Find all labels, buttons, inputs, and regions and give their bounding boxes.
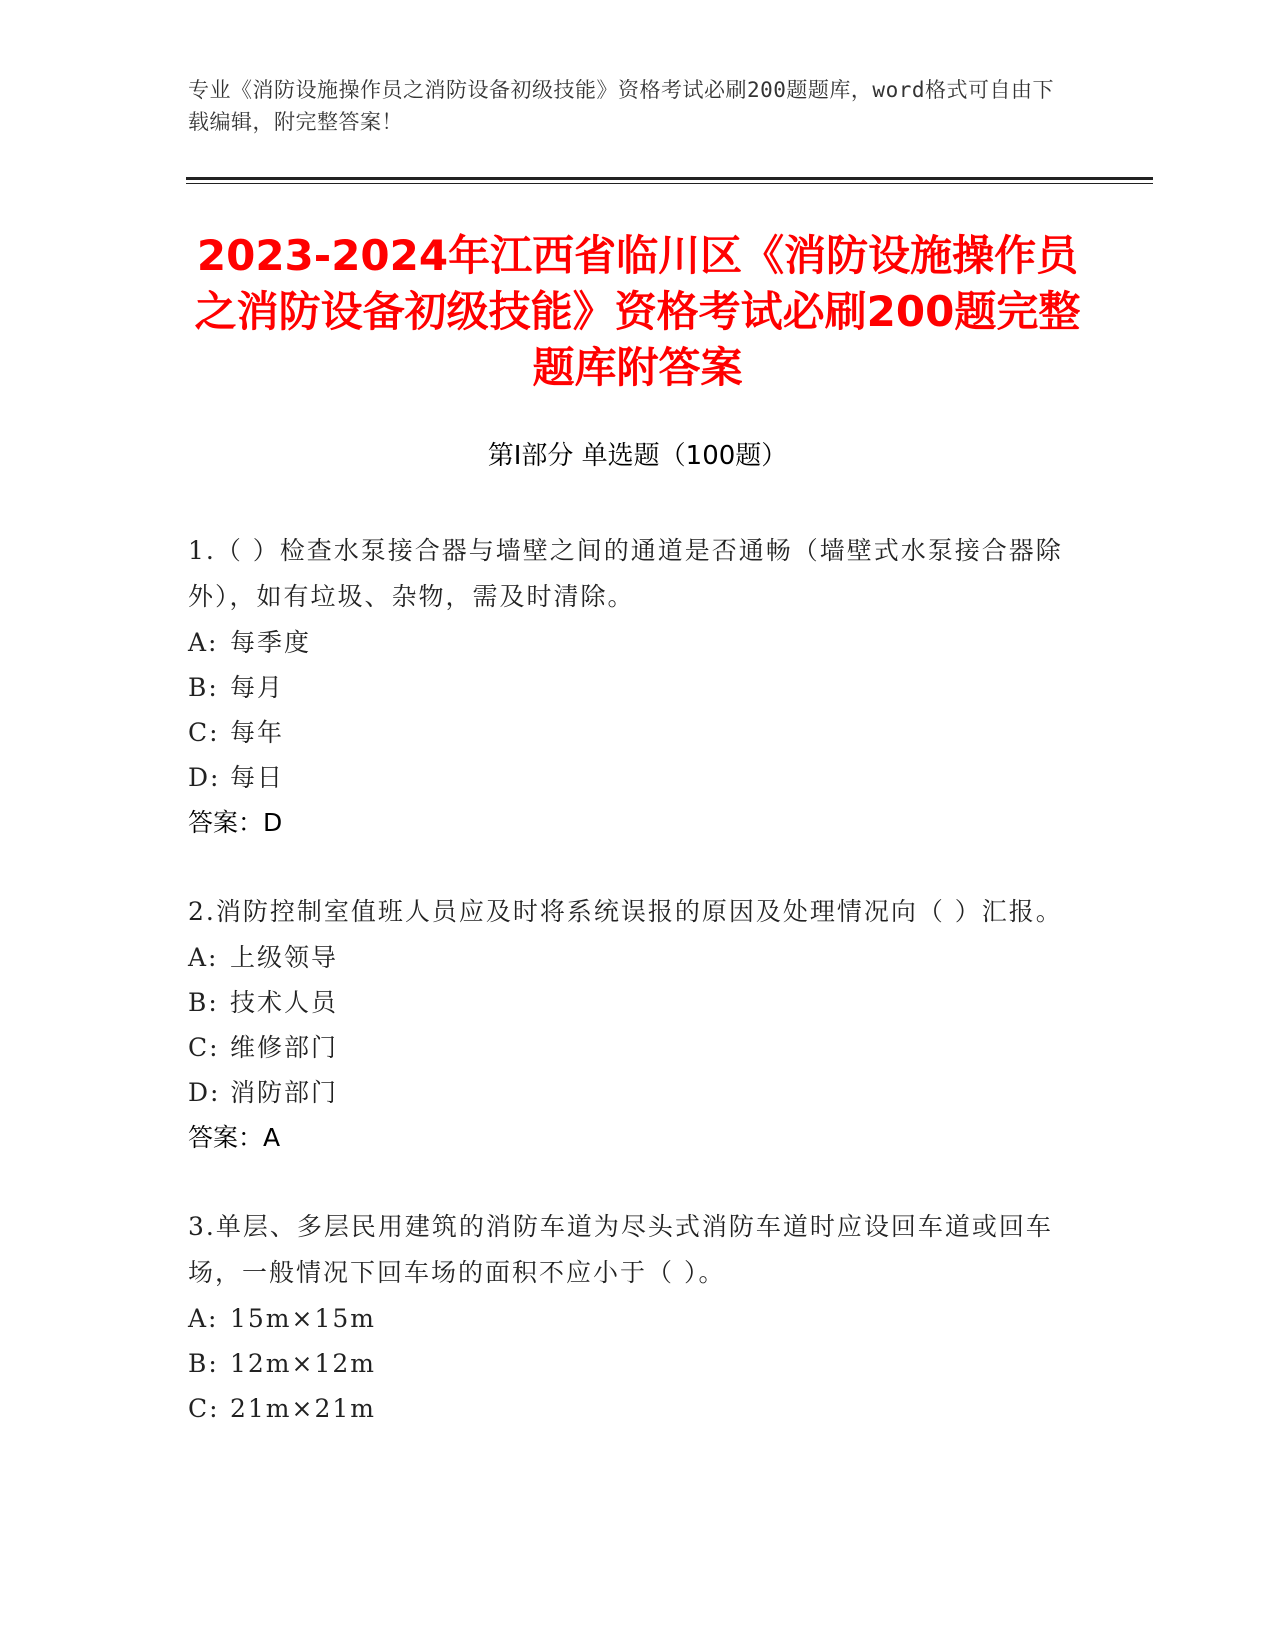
header-divider-thin (186, 183, 1153, 184)
option-b (188, 1341, 1068, 1386)
option-c (188, 1386, 1068, 1431)
question-spacer (188, 1160, 1068, 1204)
document-title: 2023-2024年江西省临川区《消防设施操作员之消防设备初级技能》资格考试必刷200题完整题库附答案 (194, 231, 1081, 392)
option-text: 消防部门 (230, 1078, 339, 1107)
option-c (188, 1025, 1068, 1070)
option-key: A: (188, 628, 219, 657)
option-text: 每季度 (230, 628, 312, 657)
option-key: D: (188, 1078, 221, 1107)
option-text: 12m×12m (230, 1349, 376, 1378)
question-stem: 3.单层、多层民用建筑的消防车道为尽头式消防车道时应设回车道或回车场，一般情况下回车场的面积不应小于（ ）。 (188, 1212, 1053, 1287)
option-text: 每年 (230, 718, 285, 747)
option-key: B: (188, 988, 219, 1017)
option-text: 15m×15m (230, 1304, 376, 1333)
option-text: 每日 (230, 763, 285, 792)
option-key: C: (188, 718, 220, 747)
answer-line: 答案：D (188, 808, 283, 837)
option-text: 技术人员 (230, 988, 339, 1017)
answer-line: 答案：A (188, 1123, 281, 1152)
option-b (188, 665, 1068, 710)
section-heading: 第I部分 单选题（100题） (487, 441, 788, 471)
option-text: 每月 (230, 673, 285, 702)
option-a (188, 620, 1068, 665)
question-stem: 1.（ ）检查水泵接合器与墙壁之间的通道是否通畅（墙壁式水泵接合器除外），如有垃圾、杂物，需及时清除。 (188, 536, 1063, 611)
question-2 (188, 889, 1068, 1160)
question-1 (188, 528, 1068, 845)
option-a (188, 935, 1068, 980)
option-text: 上级领导 (230, 943, 339, 972)
option-b (188, 980, 1068, 1025)
option-key: A: (188, 1304, 219, 1333)
option-key: C: (188, 1033, 220, 1062)
option-key: B: (188, 1349, 219, 1378)
option-key: B: (188, 673, 219, 702)
option-c (188, 710, 1068, 755)
question-stem: 2.消防控制室值班人员应及时将系统误报的原因及处理情况向（ ）汇报。 (188, 897, 1063, 926)
header-divider-thick (186, 177, 1153, 180)
option-key: A: (188, 943, 219, 972)
header-note: 专业《消防设施操作员之消防设备初级技能》资格考试必刷200题题库，word格式可自由下载编辑，附完整答案！ (188, 78, 1054, 134)
option-text: 21m×21m (230, 1394, 376, 1423)
option-d (188, 1070, 1068, 1115)
option-key: C: (188, 1394, 220, 1423)
question-spacer (188, 845, 1068, 889)
option-a (188, 1296, 1068, 1341)
option-key: D: (188, 763, 221, 792)
question-3 (188, 1204, 1068, 1431)
option-text: 维修部门 (230, 1033, 339, 1062)
option-d (188, 755, 1068, 800)
question-list (188, 528, 1068, 1431)
